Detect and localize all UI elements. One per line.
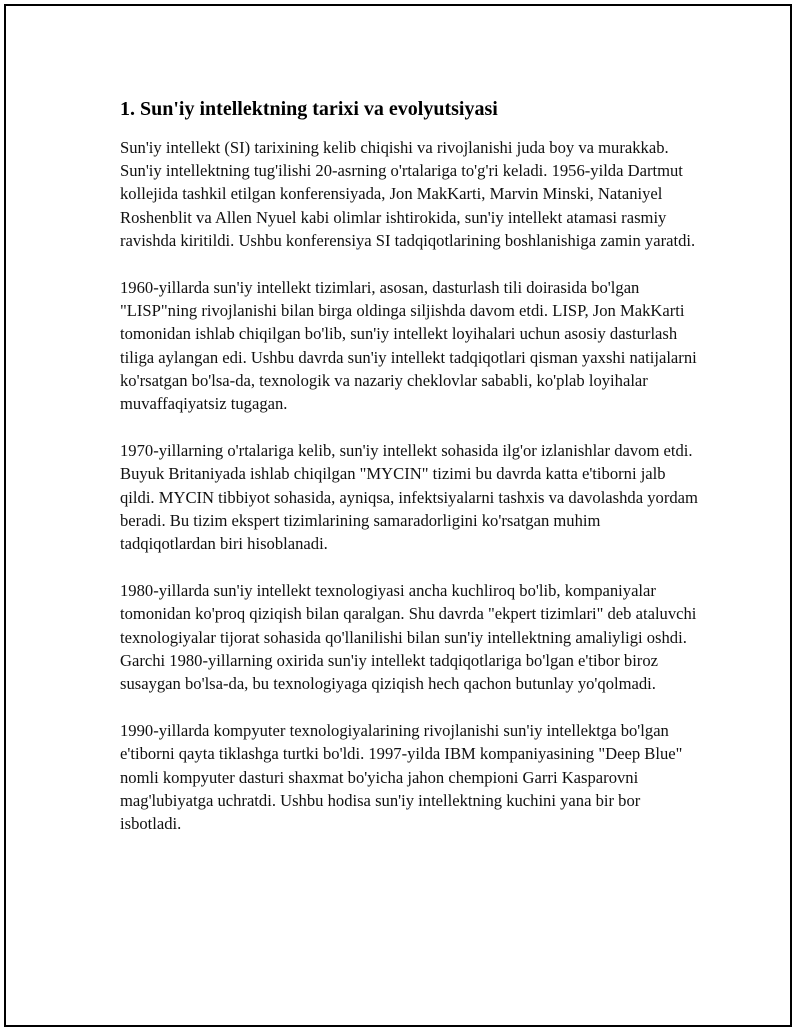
paragraph-1990s: 1990-yillarda kompyuter texnologiyalarining rivojlanishi sun'iy intellektga bo'lgan e'tiborni qayta tiklashga turtki bo'ldi. 1997-yilda IBM kompaniyasining "Deep Blue" nomli kompyuter dasturi shaxmat bo'yicha jahon chempioni Garri Kasparovni mag'lubiyatga uchratdi. Ushbu hodisa sun'iy intellektning kuchini yana bir bor isbotladi. — [120, 721, 683, 834]
document-page — [4, 4, 792, 1027]
paragraph-1970s: 1970-yillarning o'rtalariga kelib, sun'iy intellekt sohasida ilg'or izlanishlar davom etdi. Buyuk Britaniyada ishlab chiqilgan "MYCIN" tizimi bu davrda katta e'tiborni jalb qildi. MYCIN tibbiyot sohasida, ayniqsa, infektsiyalarni tashxis va davolashda yordam beradi. Bu tizim ekspert tizimlarining samaradorligini ko'rsatgan muhim tadqiqotlardan biri hisoblanadi. — [120, 441, 698, 554]
paragraph-1960s: 1960-yillarda sun'iy intellekt tizimlari, asosan, dasturlash tili doirasida bo'lgan "LISP"ning rivojlanishi bilan birga oldinga siljishda davom etdi. LISP, Jon MakKarti tomonidan ishlab chiqilgan bo'lib, sun'iy intellekt loyihalari uchun asosiy dasturlash tiliga aylangan edi. Ushbu davrda sun'iy intellekt tadqiqotlari qisman yaxshi natijalarni ko'rsatgan bo'lsa-da, texnologik va nazariy cheklovlar sababli, ko'plab loyihalar muvaffaqiyatsiz tugagan. — [120, 278, 697, 414]
document-body — [120, 96, 700, 859]
section-title: 1. Sun'iy intellektning tarixi va evolyutsiyasi — [120, 98, 498, 120]
paragraph-1980s: 1980-yillarda sun'iy intellekt texnologiyasi ancha kuchliroq bo'lib, kompaniyalar tomonidan ko'proq qiziqish bilan qaralgan. Shu davrda "ekpert tizimlari" deb ataluvchi texnologiyalar tijorat sohasida qo'llanilishi bilan sun'iy intellektning amaliyligi oshdi. Garchi 1980-yillarning oxirida sun'iy intellekt tadqiqotlariga bo'lgan e'tibor biroz susaygan bo'lsa-da, bu texnologiyaga qiziqish hech qachon butunlay yo'qolmadi. — [120, 581, 697, 694]
paragraph-intro: Sun'iy intellekt (SI) tarixining kelib chiqishi va rivojlanishi juda boy va murakkab. Sun'iy intellektning tug'ilishi 20-asrning o'rtalariga to'g'ri keladi. 1956-yilda Dartmut kollejida tashkil etilgan konferensiyada, Jon MakKarti, Marvin Minski, Nataniyel Roshenblit va Allen Nyuel kabi olimlar ishtirokida, sun'iy intellekt atamasi rasmiy ravishda kiritildi. Ushbu konferensiya SI tadqiqotlarining boshlanishiga zamin yaratdi. — [120, 138, 696, 250]
